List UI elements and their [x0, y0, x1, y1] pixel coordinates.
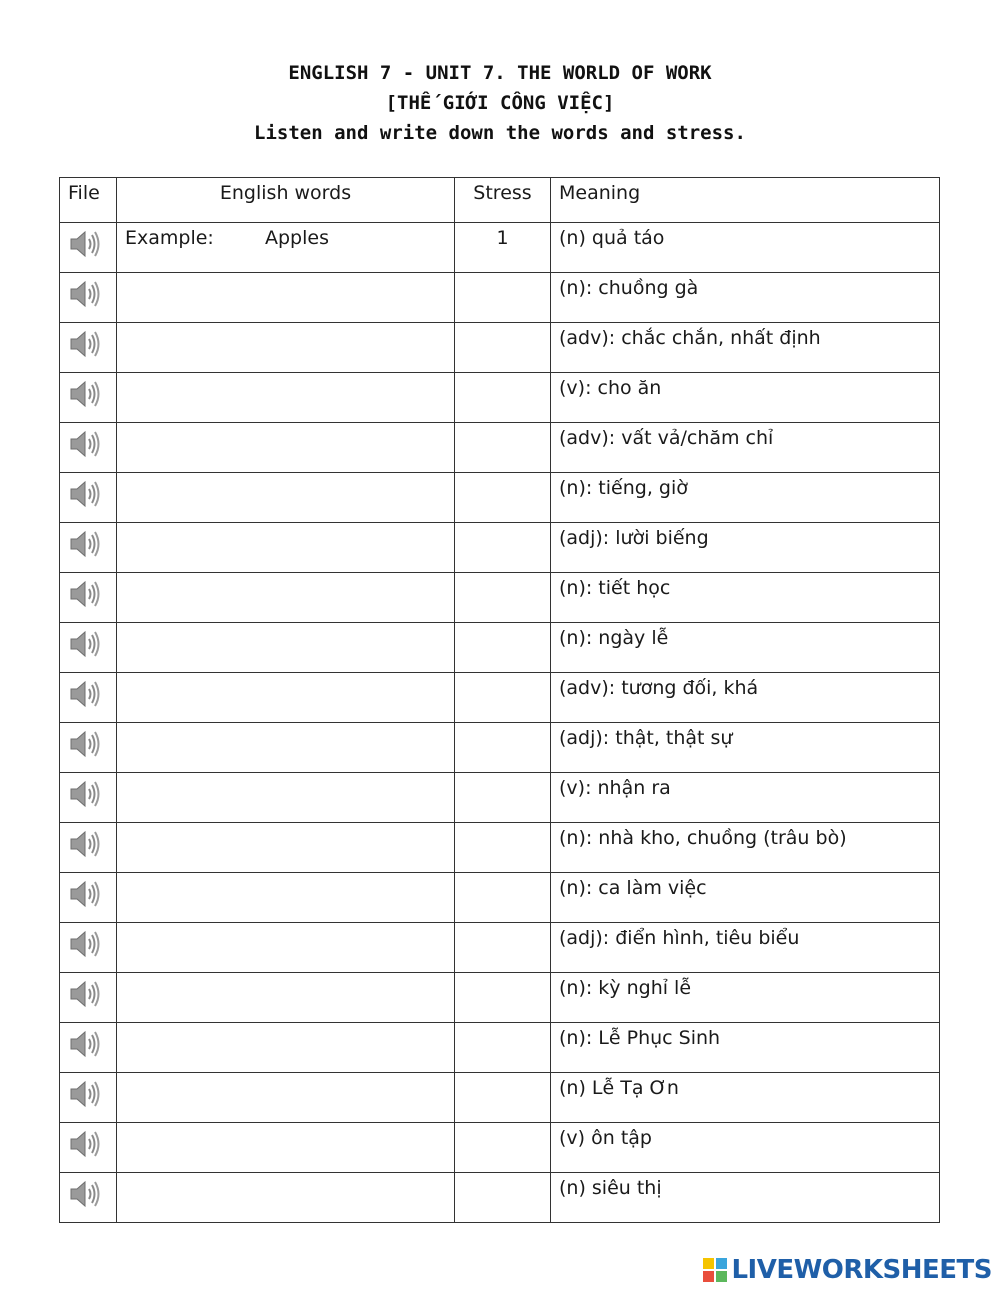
english-word-answer-cell[interactable] — [117, 1073, 455, 1123]
example-meaning: (n) quả táo — [551, 223, 940, 273]
speaker-icon[interactable] — [68, 327, 104, 361]
speaker-icon[interactable] — [68, 977, 104, 1011]
stress-answer-cell[interactable] — [455, 423, 551, 473]
speaker-icon[interactable] — [68, 477, 104, 511]
table-row — [60, 523, 940, 573]
stress-answer-cell[interactable] — [455, 1173, 551, 1223]
english-word-answer-cell[interactable] — [117, 323, 455, 373]
english-word-answer-cell[interactable] — [117, 973, 455, 1023]
file-cell — [60, 523, 117, 573]
table-row — [60, 1123, 940, 1173]
meaning-cell: (v): nhận ra — [551, 773, 940, 823]
english-word-answer-cell[interactable] — [117, 423, 455, 473]
table-row — [60, 773, 940, 823]
meaning-cell: (n) Lễ Tạ Ơn — [551, 1073, 940, 1123]
speaker-icon[interactable] — [68, 1177, 104, 1211]
file-cell — [60, 823, 117, 873]
stress-answer-cell[interactable] — [455, 623, 551, 673]
meaning-cell: (adj): lười biếng — [551, 523, 940, 573]
english-word-answer-cell[interactable] — [117, 623, 455, 673]
file-cell — [60, 773, 117, 823]
speaker-icon[interactable] — [68, 277, 104, 311]
speaker-icon[interactable] — [68, 1027, 104, 1061]
liveworksheets-logo-text: LIVEWORKSHEETS — [731, 1255, 992, 1285]
table-row — [60, 1173, 940, 1223]
file-cell — [60, 923, 117, 973]
speaker-icon[interactable] — [68, 827, 104, 861]
english-word-answer-cell[interactable] — [117, 923, 455, 973]
meaning-cell: (adj): thật, thật sự — [551, 723, 940, 773]
example-word-cell — [117, 223, 455, 273]
english-word-answer-cell[interactable] — [117, 573, 455, 623]
file-cell — [60, 223, 117, 273]
meaning-cell: (n): ngày lễ — [551, 623, 940, 673]
table-row — [60, 373, 940, 423]
stress-answer-cell[interactable] — [455, 823, 551, 873]
file-cell — [60, 723, 117, 773]
stress-answer-cell[interactable] — [455, 773, 551, 823]
column-header-file: File — [60, 178, 117, 223]
meaning-cell: (v): cho ăn — [551, 373, 940, 423]
file-cell — [60, 473, 117, 523]
stress-answer-cell[interactable] — [455, 273, 551, 323]
vocabulary-table — [59, 177, 940, 1223]
table-row — [60, 973, 940, 1023]
table-row — [60, 923, 940, 973]
table-row — [60, 323, 940, 373]
file-cell — [60, 673, 117, 723]
speaker-icon[interactable] — [68, 877, 104, 911]
table-header-row — [60, 178, 940, 223]
worksheet-instruction: Listen and write down the words and stress. — [254, 122, 746, 144]
stress-answer-cell[interactable] — [455, 323, 551, 373]
english-word-answer-cell[interactable] — [117, 1123, 455, 1173]
english-word-answer-cell[interactable] — [117, 773, 455, 823]
english-word-answer-cell[interactable] — [117, 673, 455, 723]
file-cell — [60, 973, 117, 1023]
column-header-meaning: Meaning — [551, 178, 940, 223]
meaning-cell: (n): nhà kho, chuồng (trâu bò) — [551, 823, 940, 873]
stress-answer-cell[interactable] — [455, 573, 551, 623]
file-cell — [60, 1023, 117, 1073]
table-row — [60, 423, 940, 473]
stress-answer-cell[interactable] — [455, 923, 551, 973]
english-word-answer-cell[interactable] — [117, 823, 455, 873]
table-row — [60, 273, 940, 323]
speaker-icon[interactable] — [68, 377, 104, 411]
meaning-cell: (adv): vất vả/chăm chỉ — [551, 423, 940, 473]
meaning-cell: (n): ca làm việc — [551, 873, 940, 923]
table-row — [60, 573, 940, 623]
speaker-icon[interactable] — [68, 627, 104, 661]
file-cell — [60, 1173, 117, 1223]
table-row — [60, 673, 940, 723]
speaker-icon[interactable] — [68, 1127, 104, 1161]
meaning-cell: (n): tiết học — [551, 573, 940, 623]
liveworksheets-logo — [703, 1253, 992, 1287]
column-header-stress: Stress — [455, 178, 551, 223]
example-stress: 1 — [455, 223, 551, 273]
example-row — [60, 223, 940, 273]
table-row — [60, 473, 940, 523]
table-row — [60, 623, 940, 673]
stress-answer-cell[interactable] — [455, 1123, 551, 1173]
column-header-english-words: English words — [117, 178, 455, 223]
speaker-icon[interactable] — [68, 927, 104, 961]
table-row — [60, 723, 940, 773]
table-row — [60, 873, 940, 923]
meaning-cell: (adj): điển hình, tiêu biểu — [551, 923, 940, 973]
file-cell — [60, 1073, 117, 1123]
speaker-icon[interactable] — [68, 677, 104, 711]
example-label: Example: — [125, 227, 214, 249]
file-cell — [60, 873, 117, 923]
english-word-answer-cell[interactable] — [117, 873, 455, 923]
english-word-answer-cell[interactable] — [117, 723, 455, 773]
english-word-answer-cell[interactable] — [117, 523, 455, 573]
liveworksheets-logo-icon — [703, 1258, 727, 1282]
speaker-icon[interactable] — [68, 527, 104, 561]
english-word-answer-cell[interactable] — [117, 473, 455, 523]
stress-answer-cell[interactable] — [455, 523, 551, 573]
meaning-cell: (n): chuồng gà — [551, 273, 940, 323]
speaker-icon[interactable] — [68, 1077, 104, 1111]
speaker-icon[interactable] — [68, 727, 104, 761]
worksheet-header — [0, 58, 1000, 148]
stress-answer-cell[interactable] — [455, 873, 551, 923]
speaker-icon[interactable] — [68, 577, 104, 611]
meaning-cell: (n): tiếng, giờ — [551, 473, 940, 523]
table-row — [60, 1073, 940, 1123]
file-cell — [60, 373, 117, 423]
table-row — [60, 1023, 940, 1073]
worksheet-title: ENGLISH 7 - UNIT 7. THE WORLD OF WORK — [288, 62, 712, 84]
meaning-cell: (v) ôn tập — [551, 1123, 940, 1173]
stress-answer-cell[interactable] — [455, 473, 551, 523]
example-word: Apples — [265, 227, 329, 249]
file-cell — [60, 323, 117, 373]
english-word-answer-cell[interactable] — [117, 373, 455, 423]
file-cell — [60, 1123, 117, 1173]
stress-answer-cell[interactable] — [455, 1023, 551, 1073]
worksheet-subtitle: [THẾ GIỚI CÔNG VIỆC] — [385, 92, 615, 114]
file-cell — [60, 423, 117, 473]
file-cell — [60, 573, 117, 623]
stress-answer-cell[interactable] — [455, 1073, 551, 1123]
meaning-cell: (adv): tương đối, khá — [551, 673, 940, 723]
english-word-answer-cell[interactable] — [117, 1173, 455, 1223]
english-word-answer-cell[interactable] — [117, 1023, 455, 1073]
meaning-cell: (n): kỳ nghỉ lễ — [551, 973, 940, 1023]
stress-answer-cell[interactable] — [455, 973, 551, 1023]
speaker-icon[interactable] — [68, 777, 104, 811]
file-cell — [60, 623, 117, 673]
table-row — [60, 823, 940, 873]
file-cell — [60, 273, 117, 323]
stress-answer-cell[interactable] — [455, 723, 551, 773]
stress-answer-cell[interactable] — [455, 373, 551, 423]
speaker-icon[interactable] — [68, 227, 104, 261]
speaker-icon[interactable] — [68, 427, 104, 461]
meaning-cell: (n): Lễ Phục Sinh — [551, 1023, 940, 1073]
english-word-answer-cell[interactable] — [117, 273, 455, 323]
meaning-cell: (adv): chắc chắn, nhất định — [551, 323, 940, 373]
meaning-cell: (n) siêu thị — [551, 1173, 940, 1223]
stress-answer-cell[interactable] — [455, 673, 551, 723]
